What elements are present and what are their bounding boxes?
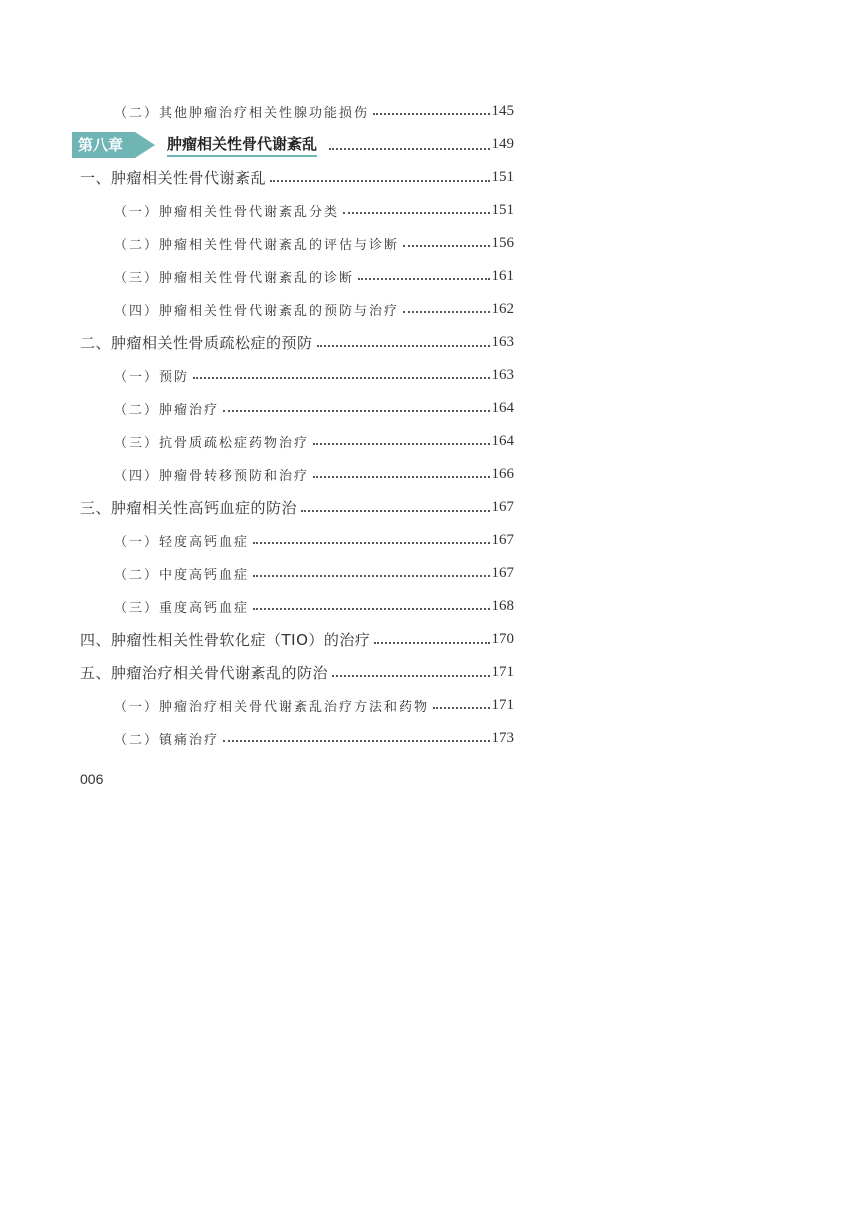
toc-entry-page: 167 [491, 499, 514, 515]
dot-leader [329, 132, 489, 150]
toc-entry-title: （二）肿瘤相关性骨代谢紊乱的评估与诊断 [114, 238, 400, 253]
toc-entry-page: 164 [491, 400, 514, 416]
toc-entry-page: 164 [491, 433, 514, 449]
toc-entry-title: （一）轻度高钙血症 [114, 535, 250, 550]
dot-leader [332, 660, 489, 677]
toc-entry-title: 五、肿瘤治疗相关骨代谢紊乱的防治 [80, 664, 329, 682]
chapter-title: 肿瘤相关性骨代谢紊乱 [167, 133, 317, 157]
toc-entry-title: 二、肿瘤相关性骨质疏松症的预防 [80, 334, 313, 352]
toc-subsection[interactable] [80, 293, 514, 326]
toc-subsection[interactable] [80, 722, 514, 755]
toc-entry-page: 161 [491, 268, 514, 284]
dot-leader [193, 364, 489, 379]
toc-subsection[interactable] [80, 260, 514, 293]
toc-entry-title: （一）预防 [114, 370, 190, 385]
toc-section[interactable] [80, 326, 514, 359]
toc-entry-page: 163 [491, 367, 514, 383]
page-number: 006 [80, 771, 104, 787]
table-of-contents [80, 95, 514, 755]
dot-leader [317, 330, 490, 347]
toc-entry-page: 168 [491, 598, 514, 614]
toc-subsection[interactable] [80, 194, 514, 227]
toc-entry-page: 167 [491, 565, 514, 581]
toc-section[interactable] [80, 161, 514, 194]
toc-entry-page: 171 [491, 697, 514, 713]
dot-leader [403, 298, 489, 313]
toc-subsection[interactable] [80, 359, 514, 392]
toc-entry-title: （四）肿瘤骨转移预防和治疗 [114, 469, 310, 484]
toc-entry-page: 163 [491, 334, 514, 350]
toc-entry-page: 151 [491, 169, 514, 185]
toc-entry-page: 166 [491, 466, 514, 482]
toc-entry-title: （二）中度高钙血症 [114, 568, 250, 583]
toc-subsection[interactable] [80, 524, 514, 557]
toc-entry-title: （三）抗骨质疏松症药物治疗 [114, 436, 310, 451]
toc-section[interactable] [80, 656, 514, 689]
toc-entry-page: 167 [491, 532, 514, 548]
toc-entry-title: 一、肿瘤相关性骨代谢紊乱 [80, 169, 267, 187]
toc-subsection[interactable] [80, 689, 514, 722]
toc-sections [80, 161, 514, 755]
toc-entry-title: （二）镇痛治疗 [114, 733, 220, 748]
dot-leader [403, 232, 489, 247]
toc-entry-title: （二）其他肿瘤治疗相关性腺功能损伤 [114, 106, 370, 121]
toc-entry-continued[interactable] [80, 95, 514, 128]
dot-leader [343, 199, 489, 214]
dot-leader [374, 627, 489, 644]
dot-leader [313, 430, 489, 445]
toc-subsection[interactable] [80, 458, 514, 491]
toc-subsection[interactable] [80, 590, 514, 623]
toc-entry-page: 170 [491, 631, 514, 647]
dot-leader [253, 562, 489, 577]
toc-entry-title: （三）重度高钙血症 [114, 601, 250, 616]
toc-entry-page: 162 [491, 301, 514, 317]
toc-entry-page: 171 [491, 664, 514, 680]
toc-entry-page: 173 [491, 730, 514, 746]
toc-subsection[interactable] [80, 392, 514, 425]
dot-leader [253, 529, 489, 544]
dot-leader [373, 100, 489, 115]
chapter-heading[interactable] [80, 128, 514, 161]
dot-leader [223, 397, 489, 412]
toc-entry-title: （二）肿瘤治疗 [114, 403, 220, 418]
chapter-badge: 第八章 [72, 132, 135, 158]
dot-leader [270, 165, 489, 182]
toc-subsection[interactable] [80, 227, 514, 260]
toc-entry-page: 145 [491, 103, 514, 119]
toc-subsection[interactable] [80, 425, 514, 458]
toc-entry-title: （三）肿瘤相关性骨代谢紊乱的诊断 [114, 271, 355, 286]
dot-leader [223, 727, 489, 742]
dot-leader [433, 694, 489, 709]
dot-leader [301, 495, 489, 512]
toc-entry-page: 151 [491, 202, 514, 218]
toc-entry-title: （四）肿瘤相关性骨代谢紊乱的预防与治疗 [114, 304, 400, 319]
toc-section[interactable] [80, 491, 514, 524]
toc-entry-title: 四、肿瘤性相关性骨软化症（TIO）的治疗 [80, 631, 371, 649]
dot-leader [313, 463, 489, 478]
toc-entry-title: （一）肿瘤相关性骨代谢紊乱分类 [114, 205, 340, 220]
dot-leader [253, 595, 489, 610]
toc-entry-page: 156 [491, 235, 514, 251]
toc-section[interactable] [80, 623, 514, 656]
dot-leader [358, 265, 489, 280]
toc-entry-title: 三、肿瘤相关性高钙血症的防治 [80, 499, 298, 517]
toc-entry-title: （一）肿瘤治疗相关骨代谢紊乱治疗方法和药物 [114, 700, 430, 715]
chapter-page: 149 [491, 136, 514, 152]
toc-subsection[interactable] [80, 557, 514, 590]
